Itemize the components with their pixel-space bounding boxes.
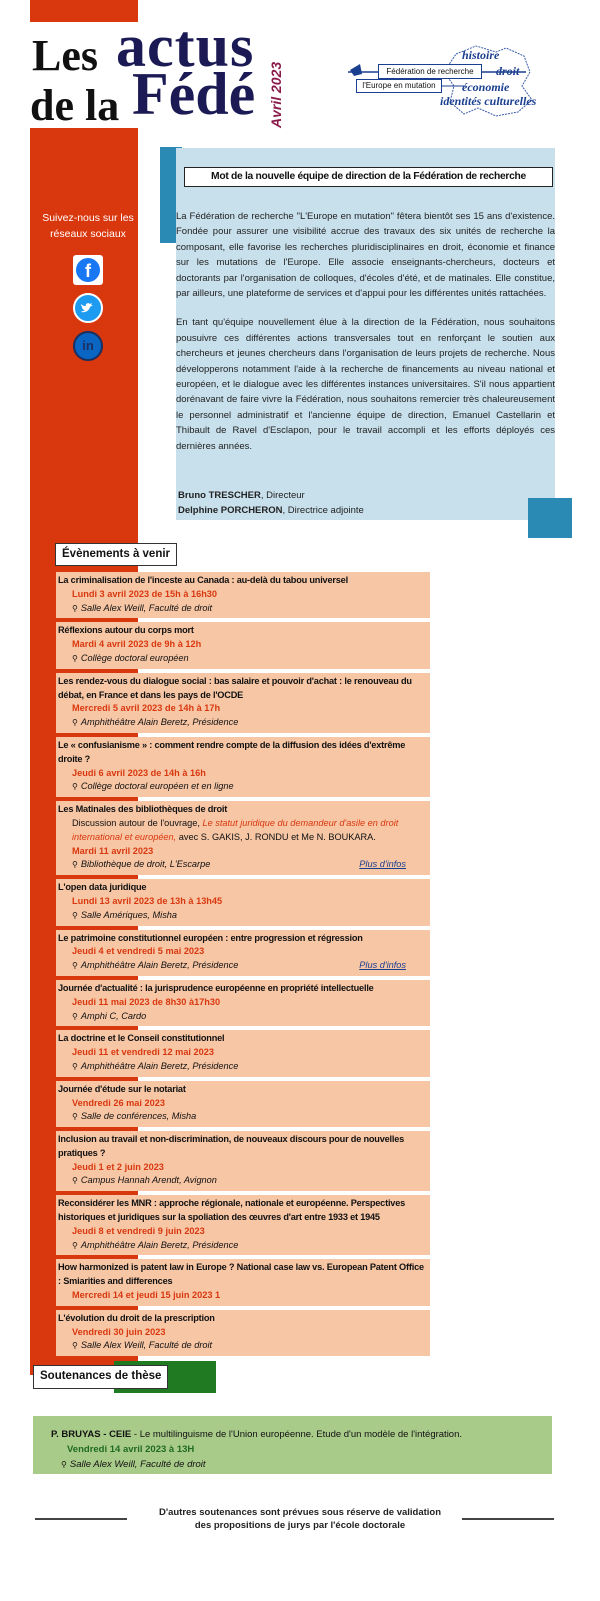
more-info-link[interactable]: Plus d'infos [359,859,406,870]
logo-word-histoire: histoire [462,48,500,62]
location-pin-icon: ⚲ [72,1061,78,1071]
event-book-title: Le statut juridique du demandeur d'asile en droit international et européen, [72,817,399,842]
more-info-link[interactable]: Plus d'infos [359,960,406,971]
event-place [58,716,428,730]
event-date: Mercredi 14 et jeudi 15 juin 2023 1 [72,1290,221,1301]
footer-note [140,1506,460,1532]
soutenance-author: P. BRUYAS - CEIE [51,1429,132,1440]
event-place-text: Campus Hannah Arendt, Avignon [80,1175,217,1186]
facebook-icon[interactable] [73,255,103,285]
event-place-text: Collège doctoral européen et en ligne [80,781,234,792]
event-place [58,1239,428,1253]
editorial-paragraph-1: La Fédération de recherche "L'Europe en mutation" fêtera bientôt ses 15 ans d'existence. Fondée pour assurer une visibilité accrue des travaux des six unités de recherche la composant, elle favorise les recherches pluridisciplinaires en droit, économie et finance sur les mutations de l'Europe. Elle associe enseignants-chercheurs, docteurs et doctorants par l'organisation de colloques, d'écoles d'été, et de matinales. Elle constitue, par ailleurs, une plateforme de services et d'appui pour les différentes unités rattachées. [176,211,555,300]
location-pin-icon: ⚲ [72,718,78,728]
issue-date [268,48,286,128]
logo-europe-label: l'Europe en mutation [356,79,442,93]
event-item[interactable] [56,1081,430,1127]
location-pin-icon: ⚲ [72,1011,78,1021]
event-item[interactable] [56,1259,430,1305]
event-place [58,959,428,973]
event-date: Jeudi 11 mai 2023 de 8h30 à17h30 [72,996,221,1007]
location-pin-icon: ⚲ [72,653,78,663]
event-place-text: Amphithéâtre Alain Beretz, Présidence [80,1239,239,1250]
event-place-text: Amphi C, Cardo [80,1010,147,1021]
event-place-text: Collège doctoral européen [80,652,189,663]
event-desc-pre: Discussion autour de l'ouvrage, [72,817,203,828]
signature-1 [178,488,364,503]
federation-logo[interactable] [346,42,546,122]
event-title: How harmonized is patent law in Europe ? National case law vs. European Patent Office : Smiarities and differences [58,1262,424,1287]
event-item[interactable] [56,572,430,618]
event-place [58,1010,428,1024]
twitter-bird-icon [75,295,101,321]
event-title: Réflexions autour du corps mort [58,625,194,636]
event-item[interactable] [56,1030,430,1076]
soutenance-date: Vendredi 14 avril 2023 à 13H [67,1444,195,1455]
event-date: Mardi 11 avril 2023 [72,845,154,856]
logo-word-identites: identités culturelles [440,94,537,108]
event-item[interactable] [56,879,430,925]
event-item[interactable] [56,673,430,733]
event-item[interactable] [56,801,430,875]
event-place-text: Salle Alex Weill, Faculté de droit [80,602,213,613]
social-invite-text: Suivez-nous sur les réseaux sociaux [42,212,134,240]
masthead-actus: actus [116,13,255,79]
event-place-text: Bibliothèque de droit, L'Escarpe [80,859,211,870]
event-place [58,1110,428,1124]
event-title: La criminalisation de l'inceste au Canada : au-delà du tabou universel [58,575,348,585]
location-pin-icon: ⚲ [61,1460,67,1469]
signature-2-name: Delphine PORCHERON [178,505,283,516]
event-title: L'évolution du droit de la prescription [58,1312,215,1323]
footer-rule-left [35,1518,127,1520]
location-pin-icon: ⚲ [72,1176,78,1186]
event-title: Reconsidérer les MNR : approche régionale, nationale et européenne. Perspectives historiques et juridiques sur la spoliation des œuvres d'art entre 1933 et 1945 [58,1198,406,1223]
location-pin-icon: ⚲ [72,782,78,792]
soutenance-place [51,1457,552,1472]
event-item[interactable] [56,1131,430,1191]
soutenances-section-title: Soutenances de thèse [33,1365,168,1389]
signature-2 [178,503,364,518]
event-place [58,652,428,666]
event-place [58,1060,428,1074]
teal-accent-bottom [528,498,572,538]
event-date: Jeudi 6 avril 2023 de 14h à 16h [72,767,206,778]
signature-1-role: , Directeur [260,490,305,501]
facebook-glyph: f [76,258,100,282]
event-date: Vendredi 30 juin 2023 [72,1326,166,1337]
soutenance-subject: - Le multilinguisme de l'Union européenne. Etude d'un modèle de l'intégration. [131,1429,463,1440]
event-title: Inclusion au travail et non-discrimination, de nouveaux discours pour de nouvelles pratiques ? [58,1134,405,1158]
event-item[interactable] [56,737,430,797]
editorial-body [176,209,555,468]
linkedin-glyph: in [82,338,94,353]
event-place-text: Amphithéâtre Alain Beretz, Présidence [80,1060,239,1071]
event-item[interactable] [56,622,430,668]
location-pin-icon: ⚲ [72,603,78,613]
logo-word-economie: économie [462,80,510,94]
event-title: Les rendez-vous du dialogue social : bas salaire et pouvoir d'achat : le renouveau du débat, en France et dans les pays de l'OCDE [58,675,412,700]
soutenance-item[interactable] [33,1416,552,1474]
soutenance-place-text: Salle Alex Weill, Faculté de droit [69,1459,206,1470]
logo-word-droit: droit [496,64,520,78]
issue-date-text: Avril 2023 [268,61,284,128]
event-description [58,817,428,845]
event-title: Le « confusianisme » : comment rendre compte de la diffusion des idées d'extrême droite ? [58,739,406,764]
event-place [58,780,428,794]
signature-1-name: Bruno TRESCHER [178,490,261,501]
masthead-les: Les [32,31,98,80]
event-date: Jeudi 8 et vendredi 9 juin 2023 [72,1225,205,1236]
event-date: Vendredi 26 mai 2023 [72,1097,165,1108]
event-date: Mercredi 5 avril 2023 de 14h à 17h [72,703,221,714]
events-section-title: Évènements à venir [55,543,177,566]
event-place [58,909,428,923]
event-date: Jeudi 11 et vendredi 12 mai 2023 [72,1047,214,1058]
event-place [58,858,428,872]
logo-federation-label: Fédération de recherche [378,64,482,79]
event-place-text: Amphithéâtre Alain Beretz, Présidence [80,960,239,971]
event-desc-post: avec S. GAKIS, J. RONDU et Me N. BOUKARA. [176,831,376,842]
masthead-de-la: de la [30,81,120,130]
location-pin-icon: ⚲ [72,1240,78,1250]
event-title: La doctrine et le Conseil constitutionnel [58,1033,225,1044]
footer-rule-right [462,1518,554,1520]
location-pin-icon: ⚲ [72,961,78,971]
event-place [58,602,428,616]
event-place [58,1339,428,1353]
event-title: Les Matinales des bibliothèques de droit [58,804,228,815]
event-date: Lundi 3 avril 2023 de 15h à 16h30 [72,588,218,599]
location-pin-icon: ⚲ [72,910,78,920]
event-date: Lundi 13 avril 2023 de 13h à 13h45 [72,895,223,906]
signature-2-role: , Directrice adjointe [282,505,364,516]
twitter-icon[interactable] [73,293,103,323]
masthead-fede: Fédé [132,61,256,127]
event-place-text: Salle de conférences, Misha [80,1111,197,1122]
event-date: Mardi 4 avril 2023 de 9h à 12h [72,639,202,650]
location-pin-icon: ⚲ [72,1112,78,1122]
event-title: L'open data juridique [58,882,147,893]
editorial-paragraph-2: En tant qu'équipe nouvellement élue à la direction de la Fédération, nous souhaitons pousuivre ces différentes actions transversales tout en renforçant le soutien aux chercheurs et jeunes chercheurs dans l'organisation de leurs projets de recherche. Nous développerons notamment l'aide à la recherche de financements au niveau national et européen, et le dialogue avec les différentes instances universitaires. S'il nous appartient dorénavant de faire vivre la Fédération, nous souhaitons remercier très chaleureusement le personnel administratif et l'ancienne équipe de direction, Emanuel Castellarin et Thibault de Ravel d'Esclapon, pour le travail accompli et les efforts déployés ces dernières années. [176,317,555,452]
event-date: Jeudi 1 et 2 juin 2023 [72,1161,164,1172]
event-title: Journée d'actualité : la jurisprudence européenne en propriété intellectuelle [58,982,374,993]
event-title: Le patrimoine constitutionnel européen : entre progression et régression [58,932,363,943]
editorial-signatures [178,488,364,518]
event-item[interactable] [56,1310,430,1356]
event-title: Journée d'étude sur le notariat [58,1083,186,1094]
editorial-title: Mot de la nouvelle équipe de direction de la Fédération de recherche [184,167,553,187]
event-date: Jeudi 4 et vendredi 5 mai 2023 [72,946,205,957]
soutenance-line [51,1427,552,1442]
event-place-text: Salle Alex Weill, Faculté de droit [80,1340,213,1351]
footer-line-2: des propositions de jurys par l'école doctorale [194,1520,406,1531]
linkedin-icon[interactable] [73,331,103,361]
events-list [56,572,430,1360]
event-place-text: Amphithéâtre Alain Beretz, Présidence [80,717,239,728]
event-place-text: Salle Amériques, Misha [80,909,178,920]
event-item[interactable] [56,1195,430,1255]
event-item[interactable] [56,980,430,1026]
location-pin-icon: ⚲ [72,1341,78,1351]
footer-line-1: D'autres soutenances sont prévues sous réserve de validation [158,1507,442,1518]
location-pin-icon: ⚲ [72,860,78,870]
event-place [58,1174,428,1188]
event-item[interactable] [56,930,430,976]
